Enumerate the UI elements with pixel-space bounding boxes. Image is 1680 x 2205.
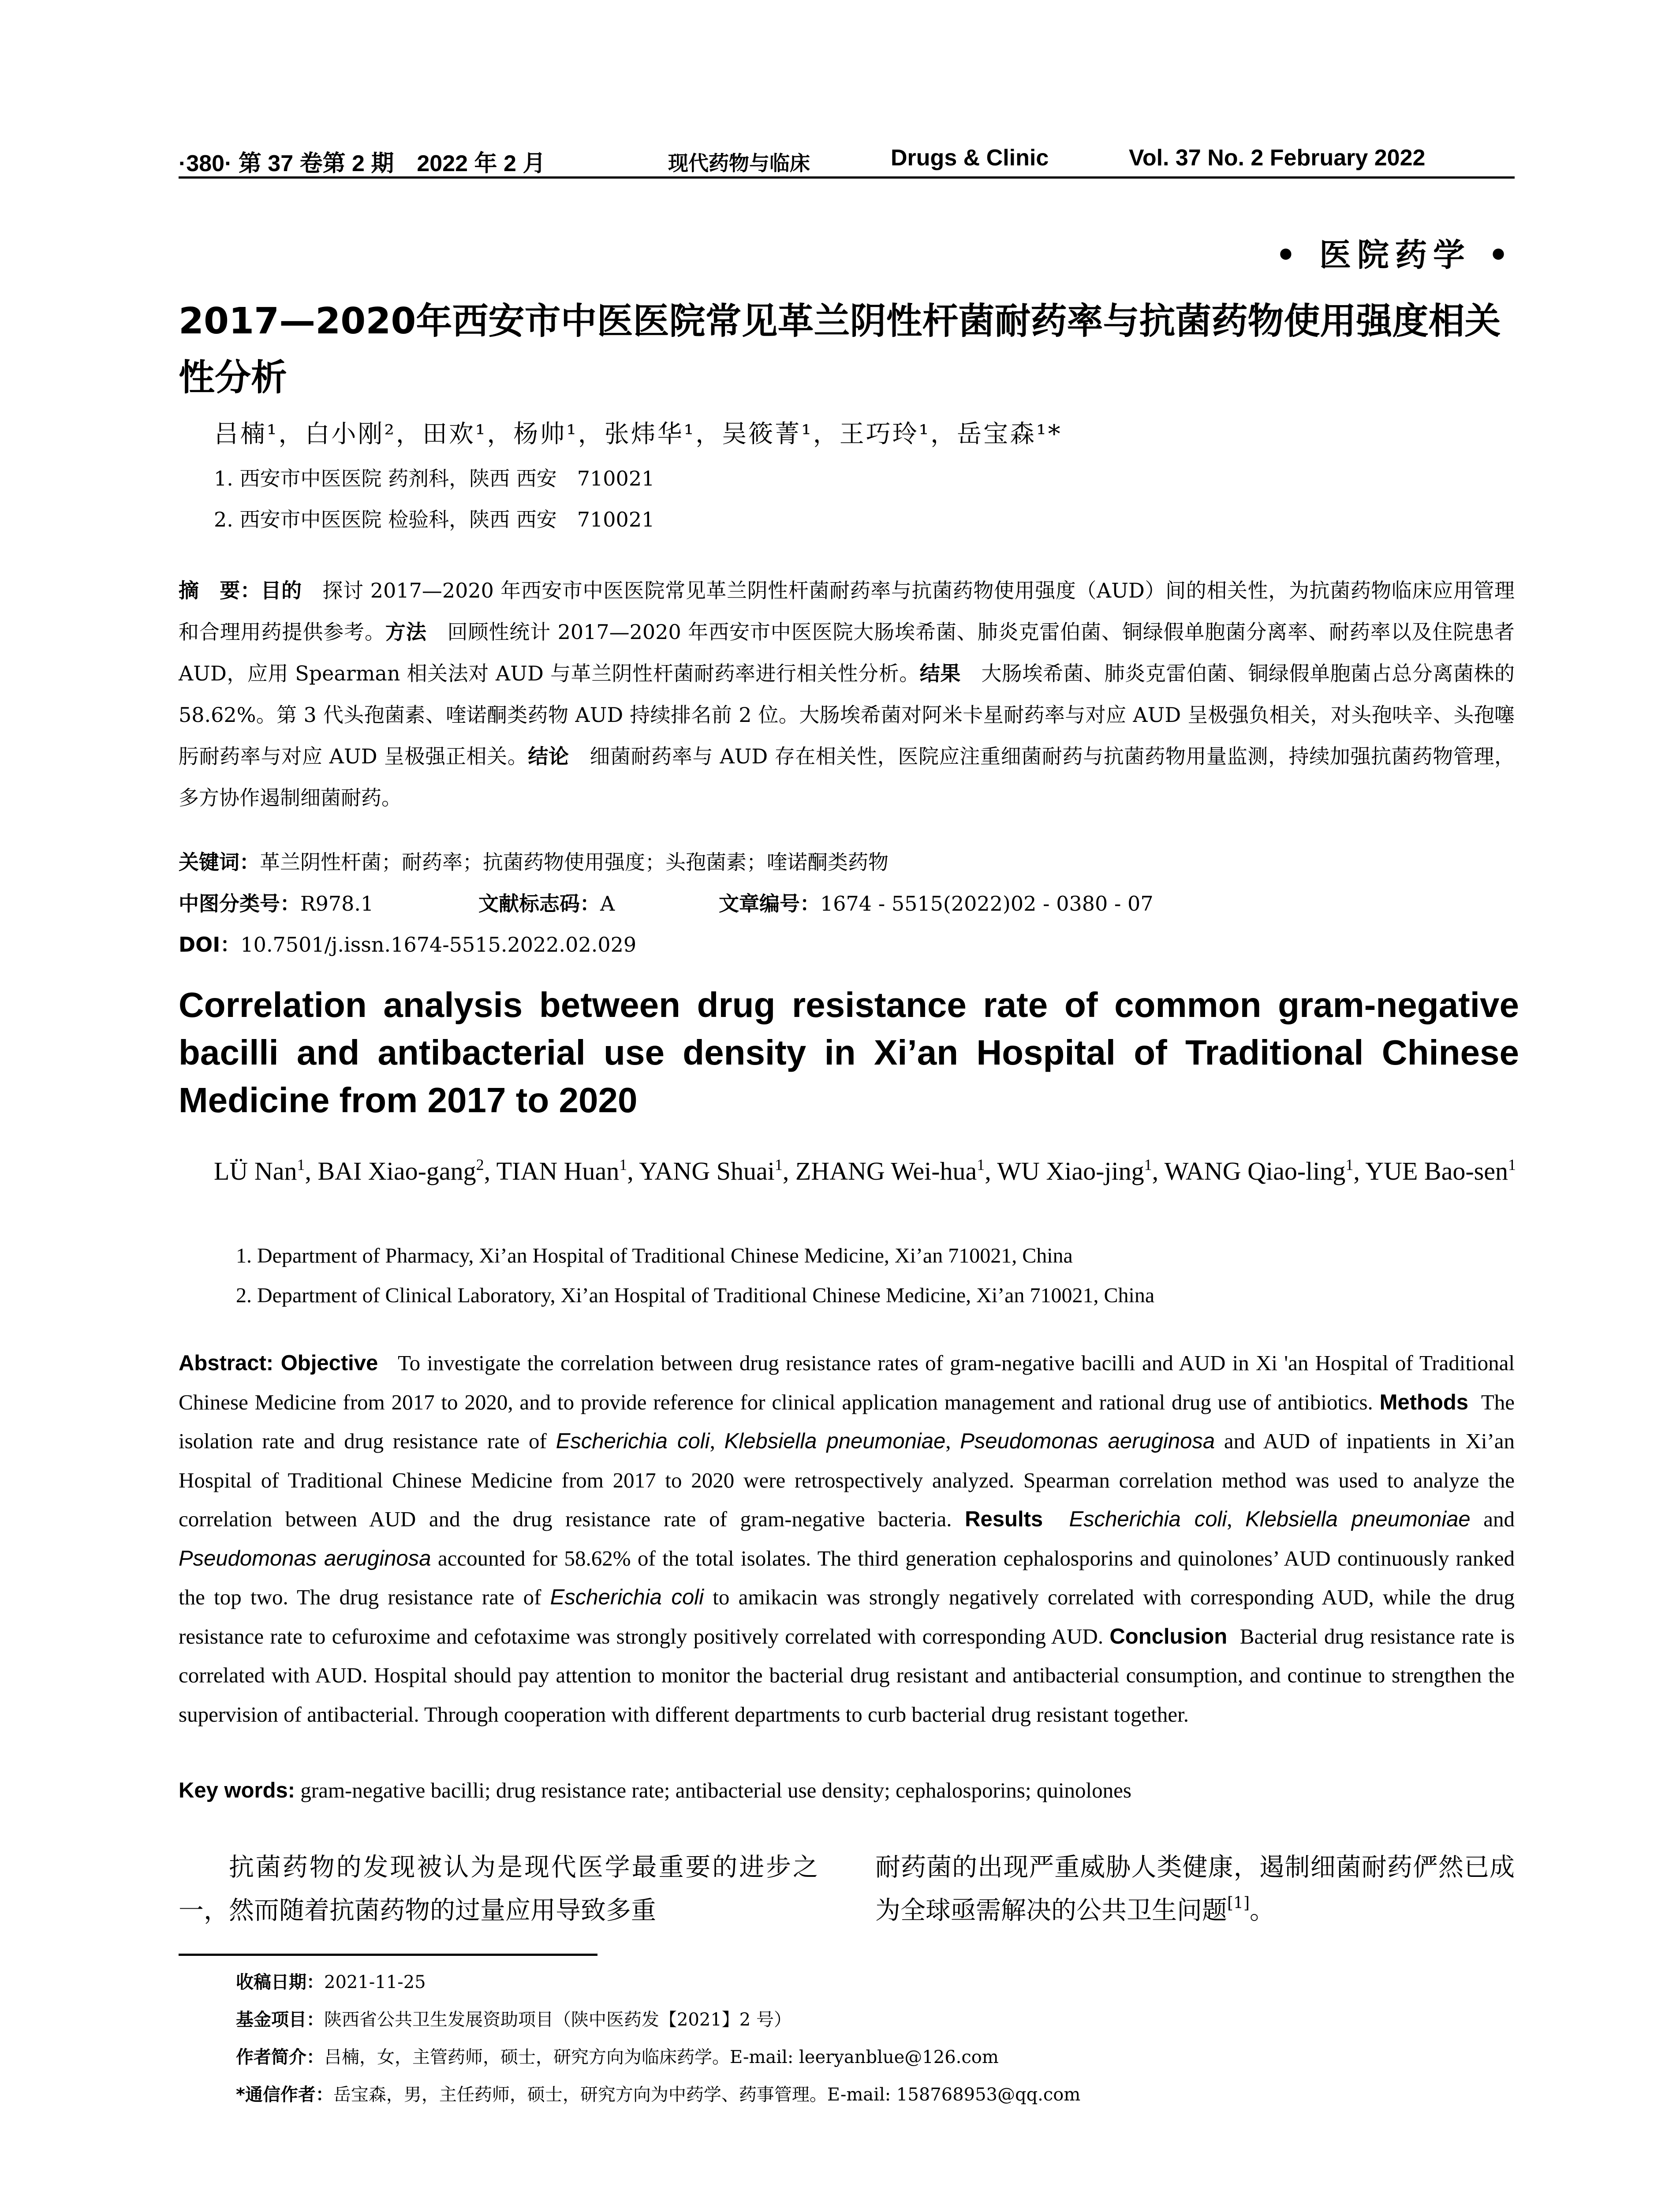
- cn-affiliation-2: 2. 西安市中医医院 检验科，陕西 西安 710021: [214, 508, 655, 531]
- running-head: [179, 140, 1515, 176]
- en-keywords: [179, 1775, 1515, 1806]
- en-author: YUE Bao-sen: [1365, 1157, 1508, 1185]
- cn-authors: 吕楠¹，白小刚²，田欢¹，杨帅¹，张炜华¹，吴筱菁¹，王巧玲¹，岳宝森¹*: [214, 420, 1062, 448]
- cn-article-no-label: 文章编号：: [719, 892, 820, 916]
- body-text-right-column: [875, 1846, 1515, 1932]
- footnote-corresponding: [236, 2082, 1559, 2108]
- en-title: Correlation analysis between drug resistance rate of common gram-negative bacilli and antibacterial use density in Xi’an Hospital of Traditional Chinese Medicine from 2017 to 2020: [179, 985, 1519, 1120]
- cn-doi-label: DOI：: [179, 933, 241, 957]
- en-author: BAI Xiao-gang: [317, 1157, 476, 1185]
- running-head-journal-en: Drugs & Clinic: [891, 145, 1049, 171]
- footnote-corresponding-label: *通信作者：: [236, 2085, 333, 2105]
- cn-keywords: [179, 847, 1515, 878]
- en-methods-label: Methods: [1379, 1390, 1469, 1414]
- footnote-author-label: 作者简介：: [236, 2047, 324, 2067]
- cn-title: 2017—2020年西安市中医医院常见革兰阴性杆菌耐药率与抗菌药物使用强度相关性分析: [179, 300, 1501, 399]
- en-species-escherichia: Escherichia coli: [550, 1585, 704, 1609]
- cn-methods-label: 方法: [385, 620, 427, 644]
- cn-conclusion: 细菌耐药率与 AUD 存在相关性，医院应注重细菌耐药与抗菌药物用量监测，持续加强抗菌药物管理，多方协作遏制细菌耐药。: [179, 744, 1515, 810]
- en-species-klebsiella: Klebsiella pneumoniae: [724, 1429, 946, 1453]
- en-author-affil-mark: 1: [619, 1156, 627, 1174]
- en-author-affil-mark: 2: [476, 1156, 484, 1174]
- footnote-fund-label: 基金项目：: [236, 2010, 324, 2030]
- cn-doc-code: [478, 888, 615, 919]
- en-author: WANG Qiao-ling: [1164, 1157, 1346, 1185]
- en-author: LÜ Nan: [214, 1157, 297, 1185]
- en-affiliation-1: 1. Department of Pharmacy, Xi’an Hospital of Traditional Chinese Medicine, Xi’an 710021, China: [236, 1244, 1073, 1267]
- en-species-escherichia: Escherichia coli: [1069, 1507, 1227, 1531]
- cn-clc: [179, 888, 373, 919]
- en-author-affil-mark: 1: [297, 1156, 305, 1174]
- running-head-rule: [179, 176, 1515, 179]
- en-author-affil-mark: 1: [1508, 1156, 1516, 1174]
- footnote-corresponding-value: 岳宝森，男，主任药师，硕士，研究方向为中药学、药事管理。E-mail: 158768953@qq.com: [333, 2085, 1081, 2105]
- en-conclusion-label: Conclusion: [1109, 1624, 1228, 1648]
- running-head-journal-cn: 现代药物与临床: [668, 151, 810, 175]
- body-text-left-column: 抗菌药物的发现被认为是现代医学最重要的进步之一，然而随着抗菌药物的过量应用导致多重: [179, 1853, 818, 1925]
- cn-abstract-label: 摘 要：: [179, 579, 261, 602]
- en-affiliation-2: 2. Department of Clinical Laboratory, Xi’an Hospital of Traditional Chinese Medicine, Xi’an 710021, China: [236, 1284, 1155, 1307]
- footnote-author-value: 吕楠，女，主管药师，硕士，研究方向为临床药学。E-mail: leeryanblue@126.com: [324, 2047, 999, 2067]
- en-authors: LÜ Nan$^1$, BAI Xiao-gang$^2$, TIAN Huan$^1$, YANG Shuai$^1$, ZHANG Wei-hua$^1$, WU Xiao-jing$^1$, WANG Qiao-ling$^1$, YUE Bao-sen$^1$: [214, 1156, 1516, 1185]
- citation-ref[interactable]: [1]: [1227, 1894, 1250, 1912]
- cn-objective-label: 目的: [261, 579, 302, 602]
- footnote-received: [236, 1969, 1559, 1996]
- cn-doc-code-label: 文献标志码：: [478, 892, 600, 916]
- running-head-volume-en: Vol. 37 No. 2 February 2022: [1129, 145, 1426, 171]
- cn-article-no-value: 1674 - 5515(2022)02 - 0380 - 07: [820, 892, 1154, 916]
- cn-objective: 探讨 2017—2020 年西安市中医医院常见革兰阴性杆菌耐药率与抗菌药物使用强度（AUD）间的相关性，为抗菌药物临床应用管理和合理用药提供参考。: [179, 579, 1515, 644]
- en-abstract-label: Abstract: Objective: [179, 1351, 378, 1375]
- footnote-received-value: 2021-11-25: [324, 1972, 426, 1992]
- en-conclusion: Bacterial drug resistance rate is correlated with AUD. Hospital should pay attention to monitor the bacterial drug resistant and antibacterial consumption, and continue to strengthen the supervision of antibacterial. Through cooperation with different departments to curb bacterial drug resistant together.: [179, 1624, 1515, 1727]
- cn-clc-value: R978.1: [300, 892, 374, 916]
- cn-doc-code-value: A: [600, 892, 615, 916]
- cn-results-label: 结果: [919, 662, 961, 685]
- en-methods-pre: The isolation rate and drug resistance rate of: [179, 1390, 1515, 1453]
- cn-methods: 回顾性统计 2017—2020 年西安市中医医院大肠埃希菌、肺炎克雷伯菌、铜绿假单胞菌分离率、耐药率以及住院患者 AUD，应用 Spearman 相关法对 AUD 与革兰阴性杆菌耐药率进行相关性分析。: [179, 620, 1515, 685]
- en-author: YANG Shuai: [639, 1157, 775, 1185]
- running-head-page-volume: ·380· 第 37 卷第 2 期 2022 年 2 月: [179, 151, 546, 176]
- cn-affiliation-1: 1. 西安市中医医院 药剂科，陕西 西安 710021: [214, 467, 655, 490]
- en-species-klebsiella: Klebsiella pneumoniae: [1245, 1507, 1471, 1531]
- cn-keywords-label: 关键词：: [179, 850, 260, 874]
- footnote-author: [236, 2044, 1559, 2070]
- en-author: WU Xiao-jing: [997, 1157, 1144, 1185]
- footnote-rule: [179, 1954, 597, 1956]
- en-results-mid: accounted for 58.62% of the total isolates. The third generation cephalosporins and quinolones’ AUD continuously ranked the top two. The drug resistance rate of: [179, 1546, 1515, 1609]
- cn-doi-link[interactable]: 10.7501/j.issn.1674-5515.2022.02.029: [240, 933, 637, 957]
- en-results-post: to amikacin was strongly negatively correlated with corresponding AUD, while the drug resistance rate to cefuroxime and cefotaxime was strongly positively correlated with corresponding AUD.: [179, 1585, 1515, 1648]
- en-author-affil-mark: 1: [1144, 1156, 1152, 1174]
- en-species-escherichia: Escherichia coli: [556, 1429, 710, 1453]
- cn-results: 大肠埃希菌、肺炎克雷伯菌、铜绿假单胞菌占总分离菌株的 58.62%。第 3 代头孢菌素、喹诺酮类药物 AUD 持续排名前 2 位。大肠埃希菌对阿米卡星耐药率与对应 AUD 呈极强负相关，对头孢呋辛、头孢噻肟耐药率与对应 AUD 呈极强正相关。: [179, 662, 1515, 768]
- body-right-end: 。: [1250, 1896, 1275, 1925]
- en-author-affil-mark: 1: [977, 1156, 985, 1174]
- en-author-affil-mark: 1: [1345, 1156, 1354, 1174]
- footnote-fund-value: 陕西省公共卫生发展资助项目（陕中医药发【2021】2 号）: [324, 2010, 791, 2030]
- section-tag: • 医院药学 •: [1275, 236, 1515, 273]
- body-right-text: 耐药菌的出现严重威胁人类健康，遏制细菌耐药俨然已成为全球亟需解决的公共卫生问题: [875, 1853, 1515, 1925]
- en-objective: To investigate the correlation between drug resistance rates of gram-negative bacilli and AUD in Xi 'an Hospital of Traditional Chinese Medicine from 2017 to 2020, and to provide reference for clinical application management and rational drug use of antibiotics.: [179, 1351, 1515, 1414]
- en-species-pseudomonas: Pseudomonas aeruginosa: [179, 1546, 431, 1570]
- en-methods-post: and AUD of inpatients in Xi’an Hospital of Traditional Chinese Medicine from 2017 to 2020 were retrospectively analyzed. Spearman correlation method was used to analyze the correlation between AUD and the drug resistance rate of gram-negative bacteria.: [179, 1429, 1515, 1531]
- cn-doi: [179, 929, 1515, 960]
- cn-keywords-text: 革兰阴性杆菌；耐药率；抗菌药物使用强度；头孢菌素；喹诺酮类药物: [260, 850, 889, 874]
- cn-conclusion-label: 结论: [528, 744, 569, 768]
- cn-article-no: [719, 888, 1154, 919]
- en-results-label: Results: [965, 1507, 1043, 1531]
- en-keywords-label: Key words:: [179, 1779, 295, 1802]
- cn-clc-label: 中图分类号：: [179, 892, 300, 916]
- cn-abstract: [179, 570, 1515, 818]
- en-author-affil-mark: 1: [774, 1156, 783, 1174]
- en-abstract: Abstract: Objective To investigate the correlation between drug resistance rates of gram-negative bacilli and AUD in Xi 'an Hospital of Traditional Chinese Medicine from 2017 to 2020, and to provide reference for clinical application management and rational drug use of antibiotics. Methods The isolation rate and drug resistance rate of Escherichia coli, Klebsiella pneumoniae, Pseudomonas aeruginosa and AUD of inpatients in Xi’an Hospital of Traditional Chinese Medicine from 2017 to 2020 were retrospectively analyzed. Spearman correlation method was used to analyze the correlation between AUD and the drug resistance rate of gram-negative bacteria. Results Escherichia coli, Klebsiella pneumoniae and Pseudomonas aeruginosa accounted for 58.62% of the total isolates. The third generation cephalosporins and quinolones’ AUD continuously ranked the top two. The drug resistance rate of Escherichia coli to amikacin was strongly negatively correlated with corresponding AUD, while the drug resistance rate to cefuroxime and cefotaxime was strongly positively correlated with corresponding AUD. Conclusion Bacterial drug resistance rate is correlated with AUD. Hospital should pay attention to monitor the bacterial drug resistant and antibacterial consumption, and continue to strengthen the supervision of antibacterial. Through cooperation with different departments to curb bacterial drug resistant together.: [179, 1351, 1515, 1727]
- en-author: TIAN Huan: [496, 1157, 620, 1185]
- footnote-fund: [236, 2007, 1559, 2033]
- en-author: ZHANG Wei-hua: [795, 1157, 977, 1185]
- en-species-pseudomonas: Pseudomonas aeruginosa: [960, 1429, 1215, 1453]
- footnote-received-label: 收稿日期：: [236, 1972, 324, 1992]
- en-keywords-text: gram-negative bacilli; drug resistance rate; antibacterial use density; cephalosporins; quinolones: [300, 1778, 1131, 1802]
